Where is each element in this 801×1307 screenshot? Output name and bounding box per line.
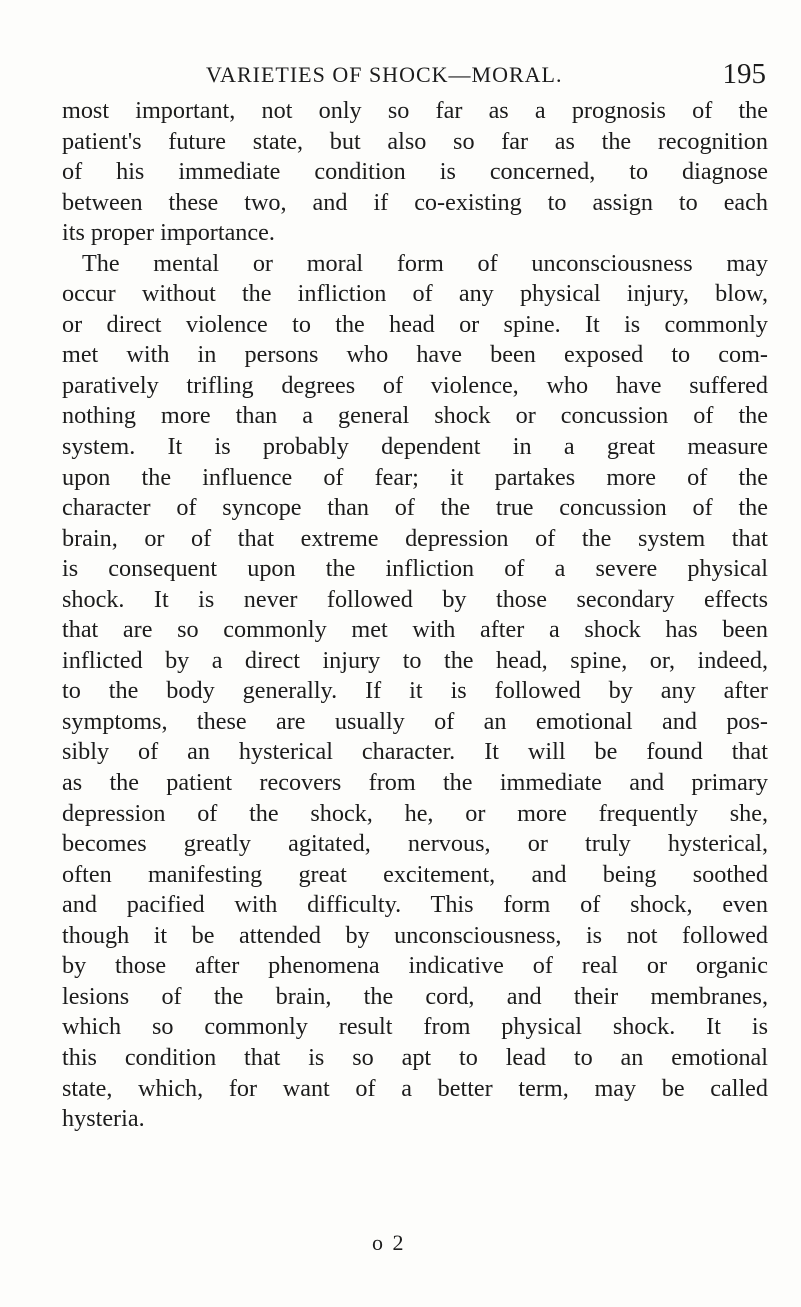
running-head <box>206 58 766 96</box>
text-line: depression of the shock, he, or more frequently she, <box>62 799 768 827</box>
text-line: to the body generally. If it is followed by any after <box>62 677 768 705</box>
text-line: met with in persons who have been exposed to com- <box>62 341 768 369</box>
text-line: shock. It is never followed by those secondary effects <box>62 585 768 613</box>
text-line: hysteria. <box>62 1105 145 1133</box>
text-line: becomes greatly agitated, nervous, or truly hysterical, <box>62 830 768 858</box>
text-line: is consequent upon the infliction of a severe physical <box>62 555 768 583</box>
text-line: patient's future state, but also so far as the recognition <box>62 127 768 155</box>
signature-mark: o 2 <box>372 1230 406 1255</box>
body-text <box>62 96 768 1135</box>
text-line: lesions of the brain, the cord, and their membranes, <box>62 982 768 1010</box>
text-line: though it be attended by unconsciousness, is not followed <box>62 921 768 949</box>
text-line: which so commonly result from physical shock. It is <box>62 1013 768 1041</box>
text-line: between these two, and if co-existing to assign to each <box>62 188 768 216</box>
text-line: character of syncope than of the true concussion of the <box>62 494 768 522</box>
page-number: 195 <box>722 58 766 90</box>
text-line: by those after phenomena indicative of real or organic <box>62 952 768 980</box>
text-line: or direct violence to the head or spine. It is commonly <box>62 310 768 338</box>
text-line: system. It is probably dependent in a great measure <box>62 433 768 461</box>
text-line: brain, or of that extreme depression of the system that <box>62 524 768 552</box>
running-title: VARIETIES OF SHOCK—MORAL. <box>206 62 563 87</box>
text-line: upon the influence of fear; it partakes more of the <box>62 463 768 491</box>
text-line: paratively trifling degrees of violence, who have suffered <box>62 371 768 399</box>
text-line: most important, not only so far as a prognosis of the <box>62 97 768 124</box>
text-line: state, which, for want of a better term, may be called <box>62 1074 768 1102</box>
text-line: nothing more than a general shock or concussion of the <box>62 402 768 430</box>
text-line: as the patient recovers from the immediate and primary <box>62 769 768 797</box>
text-line: inflicted by a direct injury to the head, spine, or, indeed, <box>62 646 768 674</box>
text-line: The mental or moral form of unconsciousness may <box>82 249 768 277</box>
text-line: that are so commonly met with after a shock has been <box>62 616 768 644</box>
text-line: this condition that is so apt to lead to an emotional <box>62 1043 768 1071</box>
text-line: often manifesting great excitement, and being soothed <box>62 860 768 888</box>
text-line: and pacified with difficulty. This form of shock, even <box>62 891 768 919</box>
text-line: of his immediate condition is concerned, to diagnose <box>62 158 768 186</box>
text-line: its proper importance. <box>62 219 275 247</box>
text-line: sibly of an hysterical character. It will be found that <box>62 738 768 766</box>
text-line: symptoms, these are usually of an emotional and pos- <box>62 707 768 735</box>
text-line: occur without the infliction of any physical injury, blow, <box>62 280 768 308</box>
